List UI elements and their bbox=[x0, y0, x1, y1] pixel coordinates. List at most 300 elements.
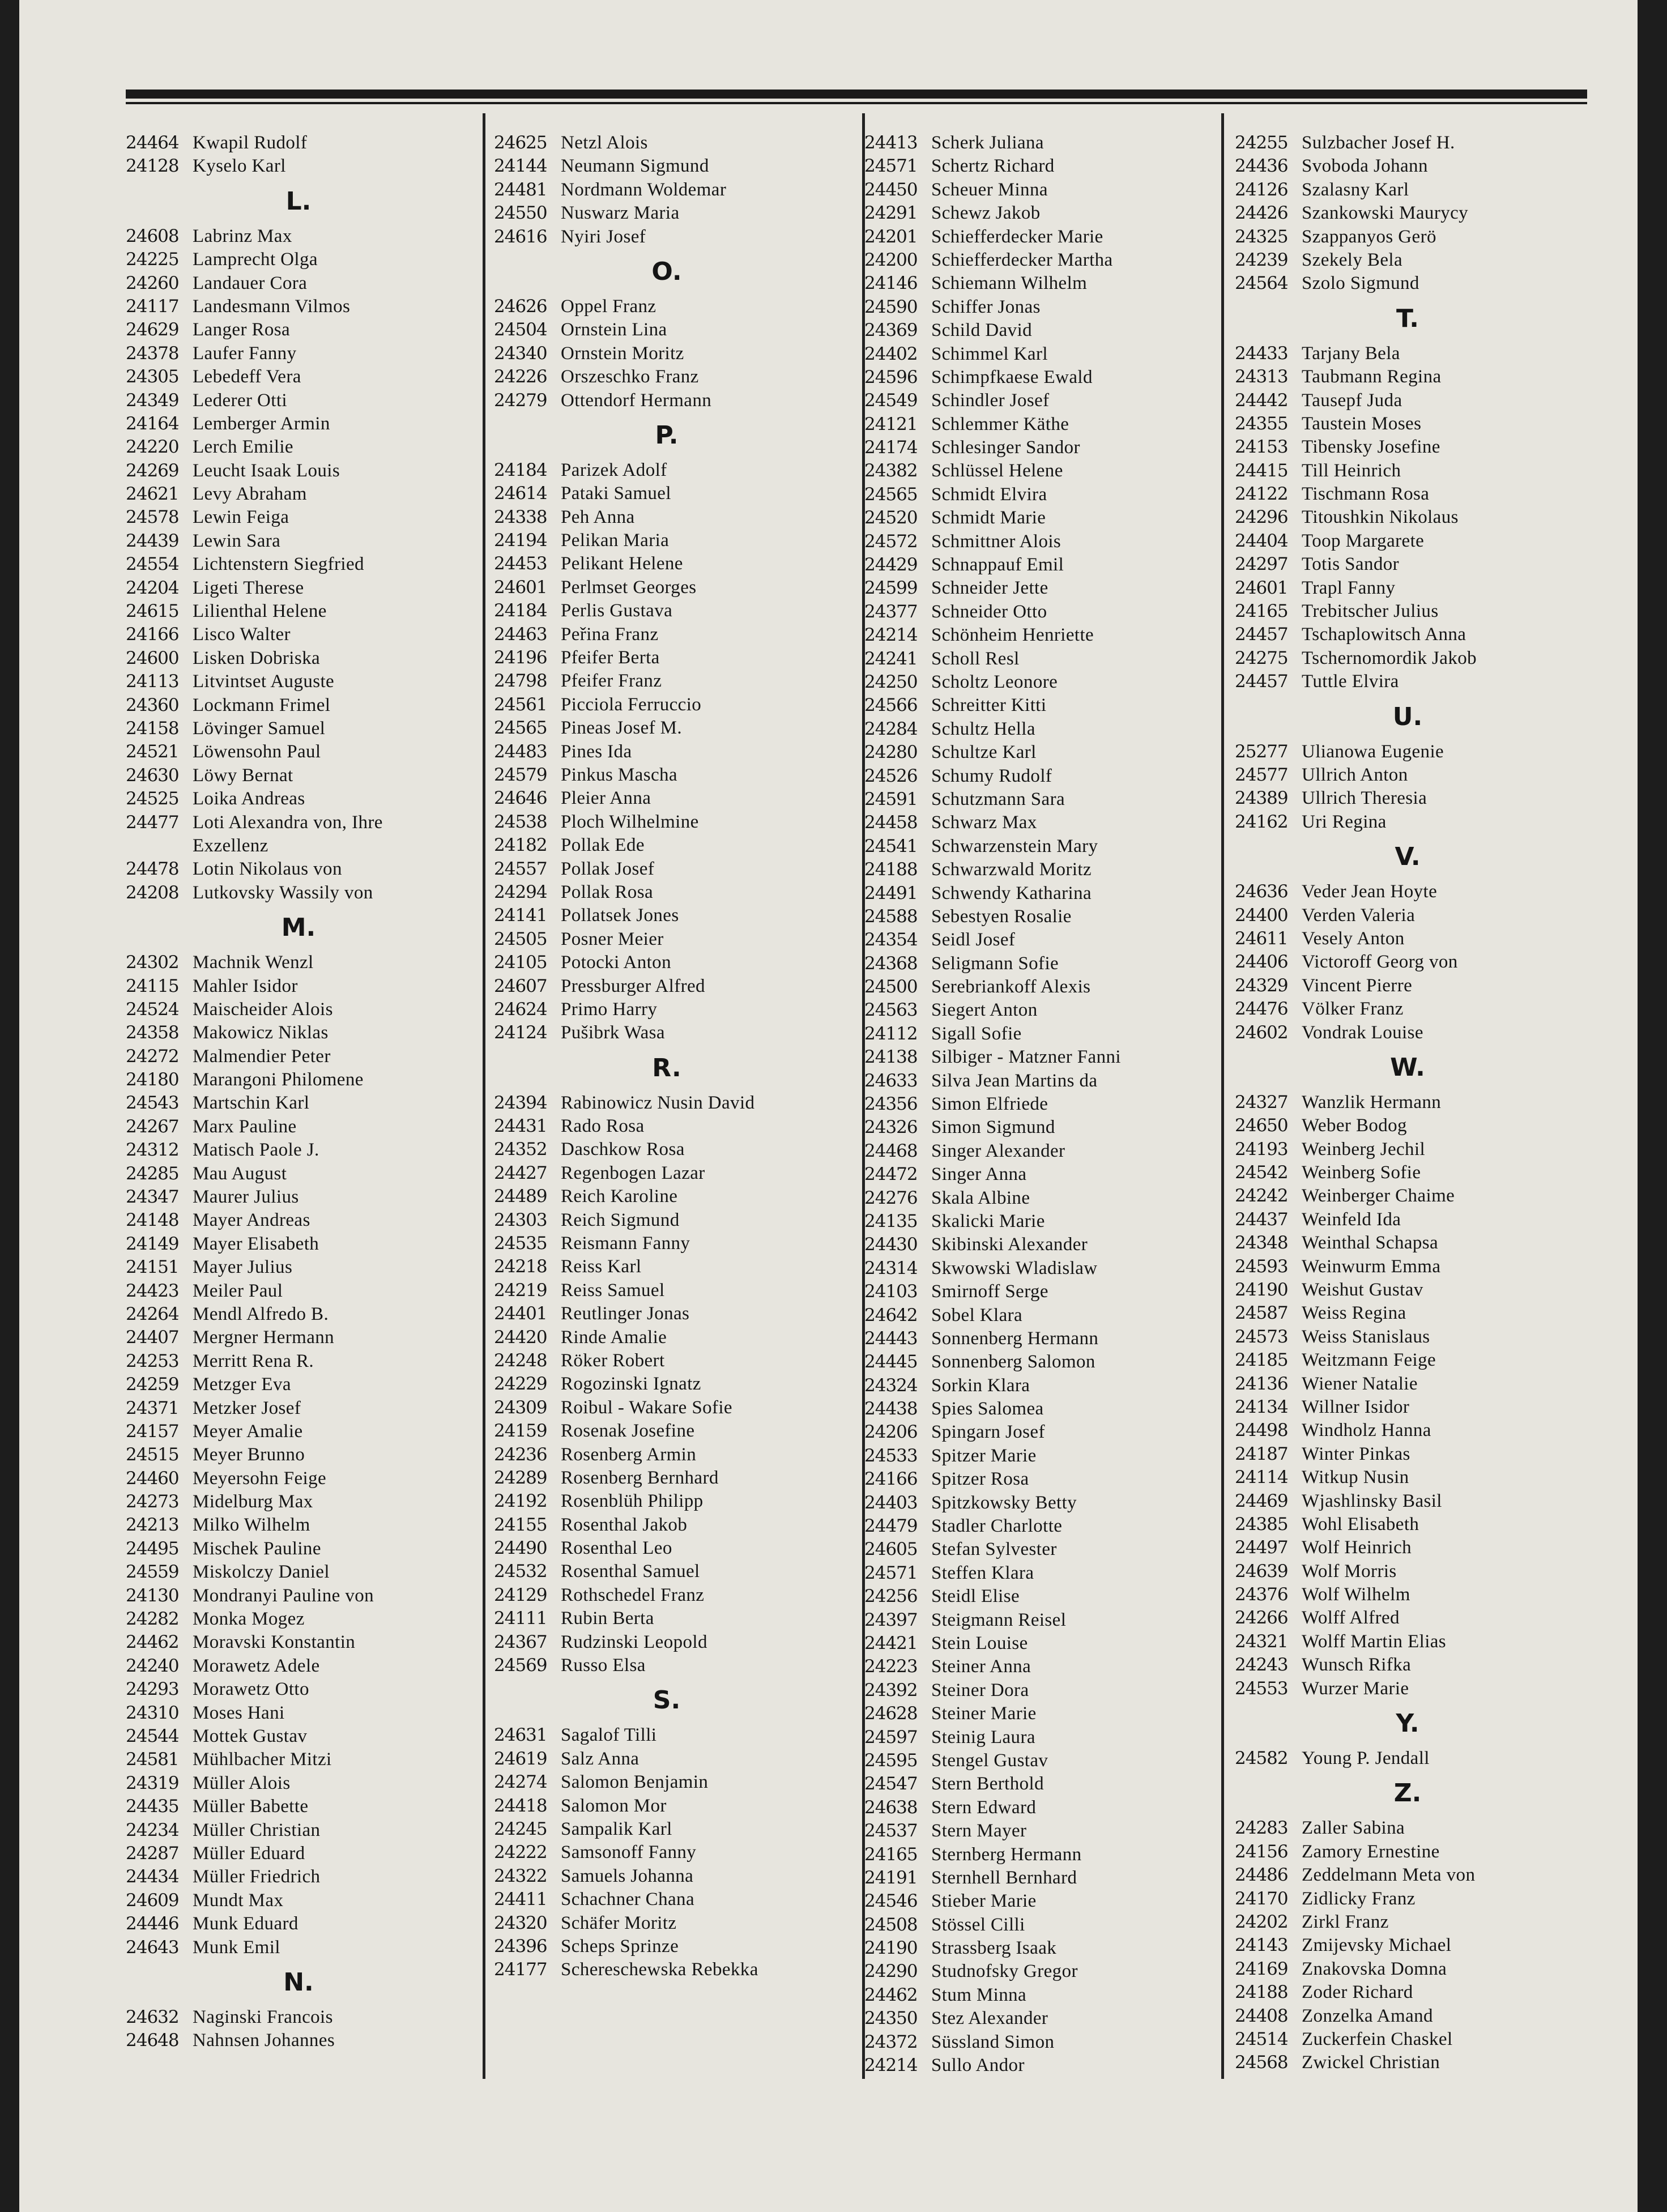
entry-number: 24267 bbox=[126, 1116, 179, 1137]
list-entry bbox=[864, 1022, 1210, 1046]
entry-number: 24296 bbox=[1235, 507, 1288, 528]
list-entry bbox=[126, 1631, 471, 1654]
list-entry bbox=[126, 506, 471, 529]
entry-number: 24354 bbox=[864, 930, 918, 951]
entry-number: 24340 bbox=[494, 343, 547, 364]
list-entry bbox=[1235, 1513, 1580, 1536]
entry-name: Schutzmann Sara bbox=[931, 789, 1065, 809]
list-entry bbox=[864, 1984, 1210, 2007]
list-entry bbox=[1235, 412, 1580, 436]
entry-name: Wolf Wilhelm bbox=[1302, 1584, 1410, 1605]
entry-number: 24554 bbox=[126, 554, 179, 575]
entry-number: 25277 bbox=[1235, 741, 1288, 762]
list-entry bbox=[494, 1514, 839, 1537]
list-entry bbox=[494, 858, 839, 881]
list-entry bbox=[864, 1233, 1210, 1256]
entry-number: 24368 bbox=[864, 953, 918, 974]
list-entry bbox=[126, 811, 471, 834]
entry-name: Sternberg Hermann bbox=[931, 1844, 1082, 1865]
entry-number: 24305 bbox=[126, 366, 179, 387]
entry-number: 24559 bbox=[126, 1562, 179, 1583]
entry-number: 24155 bbox=[494, 1514, 547, 1535]
list-entry bbox=[864, 999, 1210, 1022]
list-entry bbox=[864, 459, 1210, 483]
entry-number: 24253 bbox=[126, 1350, 179, 1371]
entry-name: Trapl Fanny bbox=[1302, 577, 1396, 598]
list-entry bbox=[494, 1560, 839, 1583]
entry-number: 24348 bbox=[1235, 1233, 1288, 1254]
list-entry bbox=[126, 1514, 471, 1537]
entry-name: Sobel Klara bbox=[931, 1305, 1023, 1326]
list-entry bbox=[126, 1537, 471, 1561]
entry-name: Monka Mogez bbox=[193, 1609, 305, 1630]
entry-name: Völker Franz bbox=[1302, 999, 1404, 1020]
entry-name: Pelikant Helene bbox=[561, 553, 683, 574]
entry-name: Wohl Elisabeth bbox=[1302, 1514, 1419, 1535]
entry-number: 24542 bbox=[1235, 1162, 1288, 1183]
list-entry bbox=[864, 225, 1210, 249]
entry-name: Windholz Hanna bbox=[1302, 1420, 1431, 1441]
entry-number: 24294 bbox=[494, 881, 547, 902]
section-letter-heading: L. bbox=[285, 186, 312, 216]
entry-number: 24156 bbox=[1235, 1841, 1288, 1862]
list-entry bbox=[494, 1584, 839, 1607]
list-entry bbox=[1235, 506, 1580, 529]
entry-number: 24213 bbox=[126, 1515, 179, 1536]
entry-name: Peřina Franz bbox=[561, 624, 659, 645]
entry-number: 24460 bbox=[126, 1468, 179, 1489]
entry-number: 24259 bbox=[126, 1374, 179, 1395]
entry-name: Mayer Andreas bbox=[193, 1210, 310, 1231]
entry-name: Müller Alois bbox=[193, 1772, 291, 1793]
list-entry bbox=[864, 436, 1210, 459]
list-entry bbox=[1235, 740, 1580, 764]
list-entry bbox=[494, 670, 839, 693]
entry-number: 24194 bbox=[494, 530, 547, 551]
list-entry bbox=[494, 1209, 839, 1232]
entry-name: Rosenblüh Philipp bbox=[561, 1491, 704, 1512]
entry-name: Schewz Jakob bbox=[931, 203, 1041, 224]
section-letter-heading: W. bbox=[1390, 1052, 1425, 1082]
entry-number: 24114 bbox=[1235, 1467, 1288, 1488]
entry-number: 24377 bbox=[864, 601, 918, 622]
entry-name: Munk Eduard bbox=[193, 1913, 299, 1934]
entry-name: Süssland Simon bbox=[931, 2031, 1055, 2052]
list-entry bbox=[126, 1655, 471, 1678]
entry-number: 24588 bbox=[864, 906, 918, 927]
section-letter-heading: U. bbox=[1392, 702, 1423, 731]
entry-name: Trebitscher Julius bbox=[1302, 601, 1439, 622]
list-entry bbox=[494, 1841, 839, 1864]
entry-number: 24290 bbox=[864, 1961, 918, 1982]
entry-name: Nuswarz Maria bbox=[561, 203, 680, 224]
entry-number: 24547 bbox=[864, 1774, 918, 1795]
list-entry bbox=[864, 2007, 1210, 2030]
entry-name: Steigmann Reisel bbox=[931, 1609, 1067, 1630]
entry-name: Zoder Richard bbox=[1302, 1982, 1413, 2003]
entry-number: 24411 bbox=[494, 1889, 547, 1910]
list-entry bbox=[126, 412, 471, 436]
entry-name: Schönheim Henriette bbox=[931, 625, 1094, 646]
list-entry bbox=[1235, 811, 1580, 834]
list-entry bbox=[1235, 1396, 1580, 1419]
entry-name: Schiemann Wilhelm bbox=[931, 273, 1088, 294]
entry-name: Zonzelka Amand bbox=[1302, 2005, 1433, 2026]
entry-number: 24571 bbox=[864, 156, 918, 177]
entry-number: 24434 bbox=[126, 1866, 179, 1887]
entry-number: 24571 bbox=[864, 1562, 918, 1583]
list-entry bbox=[864, 835, 1210, 858]
entry-number: 24541 bbox=[864, 836, 918, 856]
entry-name: Lederer Otti bbox=[193, 390, 287, 411]
section-letter-heading: N. bbox=[283, 1967, 314, 1997]
entry-number: 24276 bbox=[864, 1187, 918, 1208]
list-entry bbox=[494, 178, 839, 202]
list-entry bbox=[494, 881, 839, 904]
entry-number: 24457 bbox=[1235, 671, 1288, 692]
list-entry bbox=[1235, 1630, 1580, 1653]
entry-number: 24185 bbox=[1235, 1350, 1288, 1371]
entry-number: 24421 bbox=[864, 1633, 918, 1653]
entry-name: Winter Pinkas bbox=[1302, 1443, 1410, 1464]
entry-name: Zidlicky Franz bbox=[1302, 1888, 1416, 1909]
entry-name: Scherk Juliana bbox=[931, 133, 1044, 153]
entry-number: 24141 bbox=[494, 905, 547, 926]
entry-name: Schultz Hella bbox=[931, 718, 1035, 739]
entry-number: 24469 bbox=[1235, 1490, 1288, 1511]
entry-name: Perlis Gustava bbox=[561, 600, 673, 621]
entry-number: 24327 bbox=[1235, 1092, 1288, 1113]
entry-name: Sullo Andor bbox=[931, 2055, 1025, 2076]
entry-name: Stum Minna bbox=[931, 1984, 1027, 2005]
entry-number: 24508 bbox=[864, 1914, 918, 1935]
list-entry bbox=[864, 553, 1210, 577]
entry-number: 24202 bbox=[1235, 1912, 1288, 1932]
list-entry bbox=[126, 1420, 471, 1443]
entry-name: Lotin Nikolaus von bbox=[193, 859, 342, 880]
list-entry bbox=[126, 1725, 471, 1748]
entry-number: 24621 bbox=[126, 484, 179, 505]
section-letter-heading: S. bbox=[653, 1686, 681, 1715]
entry-name: Tibensky Josefine bbox=[1302, 437, 1440, 458]
list-entry bbox=[494, 1115, 839, 1138]
entry-name: Schimpfkaese Ewald bbox=[931, 366, 1093, 387]
list-entry bbox=[494, 1138, 839, 1161]
entry-name: Pelikan Maria bbox=[561, 530, 670, 551]
list-entry bbox=[494, 295, 839, 318]
entry-name: Reich Karoline bbox=[561, 1186, 678, 1207]
entry-number: 24553 bbox=[1235, 1678, 1288, 1699]
entry-name: Nyiri Josef bbox=[561, 226, 646, 247]
entry-name: Perlmset Georges bbox=[561, 577, 697, 598]
entry-name: Vincent Pierre bbox=[1302, 975, 1413, 996]
section-letter-heading: Y. bbox=[1396, 1709, 1419, 1738]
entry-number: 24476 bbox=[1235, 999, 1288, 1020]
entry-number: 24188 bbox=[1235, 1982, 1288, 2003]
list-entry bbox=[126, 2029, 471, 2052]
list-entry bbox=[864, 2031, 1210, 2054]
list-entry bbox=[494, 318, 839, 342]
entry-name: Pressburger Alfred bbox=[561, 975, 705, 996]
entry-name: Lebedeff Vera bbox=[193, 366, 301, 387]
list-entry bbox=[494, 1373, 839, 1396]
list-entry bbox=[864, 671, 1210, 694]
list-entry bbox=[494, 1467, 839, 1490]
entry-name: Merritt Rena R. bbox=[193, 1350, 314, 1371]
entry-name: Malmendier Peter bbox=[193, 1046, 331, 1067]
entry-name: Milko Wilhelm bbox=[193, 1515, 310, 1536]
entry-number: 24611 bbox=[1235, 928, 1288, 949]
entry-number: 24312 bbox=[126, 1140, 179, 1161]
section-letter-heading: O. bbox=[651, 257, 682, 286]
entry-number: 24297 bbox=[1235, 554, 1288, 575]
list-entry bbox=[864, 1163, 1210, 1186]
entry-number: 24126 bbox=[1235, 179, 1288, 200]
entry-number: 24248 bbox=[494, 1350, 547, 1371]
entry-number: 24450 bbox=[864, 179, 918, 200]
list-entry bbox=[1235, 927, 1580, 951]
list-entry bbox=[126, 1021, 471, 1045]
list-entry bbox=[494, 365, 839, 389]
entry-number: 24103 bbox=[864, 1281, 918, 1302]
entry-number: 24302 bbox=[126, 952, 179, 973]
entry-name: Till Heinrich bbox=[1302, 460, 1401, 481]
list-entry bbox=[494, 740, 839, 764]
entry-name: Pollak Josef bbox=[561, 858, 655, 879]
list-entry bbox=[126, 858, 471, 881]
list-entry bbox=[494, 998, 839, 1021]
list-entry bbox=[864, 272, 1210, 295]
entry-name: Singer Alexander bbox=[931, 1140, 1065, 1161]
entry-number: 24285 bbox=[126, 1163, 179, 1184]
entry-number: 24526 bbox=[864, 765, 918, 786]
list-entry bbox=[126, 1748, 471, 1771]
entry-number: 24180 bbox=[126, 1069, 179, 1090]
list-entry bbox=[494, 599, 839, 623]
list-entry bbox=[494, 389, 839, 412]
entry-number: 24122 bbox=[1235, 484, 1288, 505]
list-entry bbox=[864, 1327, 1210, 1350]
entry-name: Pines Ida bbox=[561, 741, 632, 762]
entry-name: Maischeider Alois bbox=[193, 999, 333, 1020]
list-entry bbox=[1235, 1560, 1580, 1583]
entry-number: 24431 bbox=[494, 1116, 547, 1137]
list-entry bbox=[494, 1888, 839, 1911]
entry-number: 24629 bbox=[126, 319, 179, 340]
entry-name: Primo Harry bbox=[561, 999, 658, 1020]
list-entry bbox=[1235, 1981, 1580, 2004]
entry-number: 24402 bbox=[864, 343, 918, 364]
entry-name: Weinfeld Ida bbox=[1302, 1209, 1401, 1230]
list-entry bbox=[494, 1302, 839, 1326]
entry-name: Midelburg Max bbox=[193, 1491, 313, 1512]
entry-name: Skalicki Marie bbox=[931, 1211, 1045, 1231]
section-letter-heading: V. bbox=[1395, 842, 1421, 872]
entry-name: Tausepf Juda bbox=[1302, 390, 1402, 411]
entry-name: Smirnoff Serge bbox=[931, 1281, 1048, 1302]
list-entry bbox=[1235, 974, 1580, 998]
entry-name: Znakovska Domna bbox=[1302, 1958, 1447, 1979]
entry-name: Pinkus Mascha bbox=[561, 764, 677, 785]
section-letter-heading: P. bbox=[655, 420, 679, 450]
entry-number: 24148 bbox=[126, 1210, 179, 1231]
section-letter-heading: M. bbox=[281, 913, 316, 943]
entry-name: Schild David bbox=[931, 320, 1033, 341]
entry-name: Samuels Johanna bbox=[561, 1865, 694, 1886]
entry-number: 24229 bbox=[494, 1374, 547, 1395]
entry-number: 24356 bbox=[864, 1094, 918, 1115]
entry-number: 24177 bbox=[494, 1959, 547, 1980]
entry-number: 24400 bbox=[1235, 905, 1288, 926]
list-entry bbox=[1235, 904, 1580, 927]
list-entry bbox=[1235, 202, 1580, 225]
list-entry bbox=[1235, 1231, 1580, 1255]
entry-name: Vesely Anton bbox=[1302, 928, 1405, 949]
entry-name: Mayer Julius bbox=[193, 1257, 293, 1278]
entry-name: Pfeifer Berta bbox=[561, 647, 660, 668]
list-entry bbox=[1235, 1864, 1580, 1887]
entry-number: 24408 bbox=[1235, 2005, 1288, 2026]
entry-name: Szolo Sigmund bbox=[1302, 273, 1419, 294]
entry-number: 24273 bbox=[126, 1491, 179, 1512]
list-entry bbox=[494, 1912, 839, 1935]
entry-name: Peh Anna bbox=[561, 506, 635, 527]
list-entry bbox=[494, 1935, 839, 1958]
list-entry bbox=[1235, 1021, 1580, 1045]
list-entry bbox=[126, 975, 471, 998]
entry-name: Mayer Elisabeth bbox=[193, 1233, 319, 1254]
entry-number: 24371 bbox=[126, 1397, 179, 1418]
entry-name: Uri Regina bbox=[1302, 811, 1387, 832]
list-entry bbox=[1235, 623, 1580, 646]
column-divider-1 bbox=[483, 113, 485, 2079]
entry-name: Rado Rosa bbox=[561, 1116, 645, 1137]
entry-name: Rubin Berta bbox=[561, 1608, 654, 1629]
entry-name: Stengel Gustav bbox=[931, 1750, 1048, 1771]
list-entry bbox=[864, 1515, 1210, 1538]
top-rule-thin bbox=[126, 102, 1587, 104]
entry-number: 24324 bbox=[864, 1375, 918, 1396]
entry-number: 24338 bbox=[494, 506, 547, 527]
entry-number: 24616 bbox=[494, 226, 547, 247]
entry-number: 24279 bbox=[494, 390, 547, 411]
entry-name: Mahler Isidor bbox=[193, 975, 298, 996]
entry-name: Lichtenstern Siegfried bbox=[193, 554, 364, 575]
entry-name: Steiner Dora bbox=[931, 1680, 1029, 1700]
name-column-3 bbox=[864, 131, 1210, 2077]
entry-name: Moses Hani bbox=[193, 1702, 285, 1723]
entry-number: 24121 bbox=[864, 414, 918, 434]
entry-name: Toop Margarete bbox=[1302, 530, 1425, 551]
entry-number: 24105 bbox=[494, 952, 547, 973]
entry-name: Potocki Anton bbox=[561, 952, 671, 973]
entry-number: 24608 bbox=[126, 225, 179, 246]
list-entry bbox=[126, 1068, 471, 1092]
entry-name: Tschernomordik Jakob bbox=[1302, 647, 1477, 668]
entry-name: Mondranyi Pauline von bbox=[193, 1585, 374, 1606]
list-entry bbox=[494, 1232, 839, 1255]
entry-name: Rogozinski Ignatz bbox=[561, 1374, 701, 1395]
list-entry bbox=[126, 436, 471, 459]
entry-number: 24515 bbox=[126, 1444, 179, 1465]
entry-name: Marangoni Philomene bbox=[193, 1069, 364, 1090]
entry-number: 24636 bbox=[1235, 881, 1288, 902]
entry-number: 24600 bbox=[126, 647, 179, 668]
list-entry bbox=[126, 1139, 471, 1162]
list-entry bbox=[864, 718, 1210, 741]
entry-name: Schlüssel Helene bbox=[931, 461, 1063, 481]
list-entry bbox=[1235, 1278, 1580, 1302]
list-entry bbox=[126, 272, 471, 295]
list-entry bbox=[1235, 1184, 1580, 1208]
entry-name: Silva Jean Martins da bbox=[931, 1070, 1098, 1091]
entry-number: 24158 bbox=[126, 718, 179, 739]
entry-number: 24615 bbox=[126, 601, 179, 622]
entry-name: Lemberger Armin bbox=[193, 413, 330, 434]
list-entry bbox=[494, 693, 839, 717]
entry-name: Szalasny Karl bbox=[1302, 179, 1409, 200]
entry-number: 24463 bbox=[494, 624, 547, 645]
list-entry bbox=[1235, 1817, 1580, 1840]
entry-name: Matisch Paole J. bbox=[193, 1140, 319, 1161]
entry-number: 24206 bbox=[864, 1422, 918, 1443]
list-entry bbox=[494, 1537, 839, 1560]
list-entry bbox=[864, 975, 1210, 999]
entry-name: Martschin Karl bbox=[193, 1093, 310, 1114]
list-entry bbox=[1235, 577, 1580, 600]
list-entry bbox=[494, 1654, 839, 1677]
entry-number: 24433 bbox=[1235, 343, 1288, 364]
entry-name: Weinthal Schapsa bbox=[1302, 1233, 1439, 1254]
list-entry bbox=[494, 482, 839, 505]
list-entry bbox=[864, 1585, 1210, 1608]
list-entry bbox=[126, 951, 471, 974]
list-entry bbox=[864, 1702, 1210, 1725]
entry-number: 24143 bbox=[1235, 1935, 1288, 1956]
entry-number: 24505 bbox=[494, 928, 547, 949]
entry-number: 24581 bbox=[126, 1749, 179, 1770]
list-entry bbox=[864, 319, 1210, 342]
entry-name: Zuckerfein Chaskel bbox=[1302, 2028, 1453, 2049]
entry-number: 24113 bbox=[126, 671, 179, 692]
list-entry bbox=[494, 646, 839, 670]
entry-number: 24472 bbox=[864, 1164, 918, 1185]
entry-number: 24591 bbox=[864, 789, 918, 809]
entry-name: Zwickel Christian bbox=[1302, 2052, 1440, 2073]
entry-name: Schwarz Max bbox=[931, 812, 1037, 833]
entry-number: 24245 bbox=[494, 1819, 547, 1839]
section-letter-heading: Z. bbox=[1393, 1779, 1422, 1808]
entry-name: Metzger Eva bbox=[193, 1374, 291, 1395]
entry-number: 24313 bbox=[1235, 366, 1288, 387]
entry-number: 24200 bbox=[864, 249, 918, 270]
list-entry bbox=[1235, 178, 1580, 202]
list-entry bbox=[126, 647, 471, 670]
entry-number: 24643 bbox=[126, 1937, 179, 1958]
list-entry bbox=[864, 647, 1210, 671]
entry-name: Lilienthal Helene bbox=[193, 601, 327, 622]
list-entry bbox=[126, 1467, 471, 1490]
entry-name: Titoushkin Nikolaus bbox=[1302, 507, 1459, 528]
entry-name: Stefan Sylvester bbox=[931, 1539, 1057, 1560]
entry-number: 24218 bbox=[494, 1256, 547, 1277]
list-entry bbox=[494, 1021, 839, 1045]
entry-name: Spitzer Rosa bbox=[931, 1469, 1029, 1490]
entry-number: 24242 bbox=[1235, 1186, 1288, 1207]
list-entry bbox=[494, 1443, 839, 1467]
entry-name: Seligmann Sofie bbox=[931, 953, 1059, 974]
list-entry bbox=[126, 1678, 471, 1701]
